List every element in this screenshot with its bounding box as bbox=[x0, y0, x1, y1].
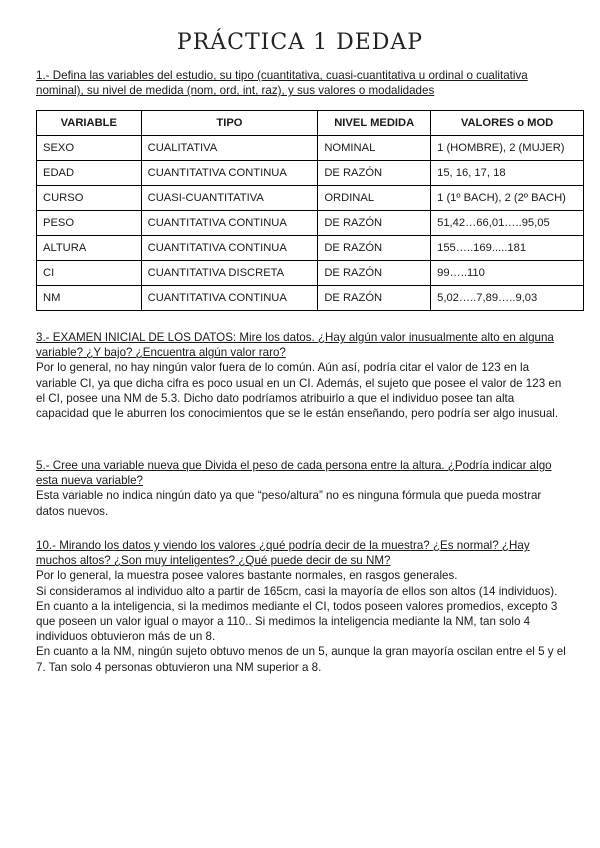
table-row bbox=[37, 261, 584, 286]
table-cell: CUANTITATIVA DISCRETA bbox=[141, 261, 318, 286]
header-valores: VALORES o MOD bbox=[431, 111, 584, 136]
table-row bbox=[37, 286, 584, 311]
header-variable: VARIABLE bbox=[37, 111, 142, 136]
table-cell: NM bbox=[37, 286, 142, 311]
table-header-row bbox=[37, 111, 584, 136]
page-title: PRÁCTICA 1 DEDAP bbox=[176, 30, 424, 55]
table-cell: 5,02…..7,89…..9,03 bbox=[431, 286, 584, 311]
table-cell: CI bbox=[37, 261, 142, 286]
table-row bbox=[37, 161, 584, 186]
question-5-text: 5.- Cree una variable nueva que Divida el peso de cada persona entre la altura. ¿Podría indicar algo esta nueva variable? bbox=[36, 459, 552, 488]
table-cell: ALTURA bbox=[37, 236, 142, 261]
table-cell: CUANTITATIVA CONTINUA bbox=[141, 236, 318, 261]
table-cell: 99…..110 bbox=[431, 261, 584, 286]
table-cell: 15, 16, 17, 18 bbox=[431, 161, 584, 186]
table-cell: CUANTITATIVA CONTINUA bbox=[141, 286, 318, 311]
table-cell: 1 (HOMBRE), 2 (MUJER) bbox=[431, 136, 584, 161]
table-cell: PESO bbox=[37, 211, 142, 236]
header-nivel-medida: NIVEL MEDIDA bbox=[318, 111, 431, 136]
table-row bbox=[37, 136, 584, 161]
question-3 bbox=[36, 330, 568, 421]
question-1-text: 1.- Defina las variables del estudio, su tipo (cuantitativa, cuasi-cuantitativa u ordinal o cualitativa nominal), su nivel de medida (nom, ord, int, raz), y sus valores o modalidades bbox=[36, 69, 528, 98]
question-5 bbox=[36, 458, 568, 519]
answer-10-p3: En cuanto a la inteligencia, si la medimos mediante el CI, todos poseen valores promedios, excepto 3 que poseen un valor igual o mayor a 110.. Si medimos la inteligencia mediante la NM, tan solo 4 individuos obtuvieron más de un 8. bbox=[36, 599, 558, 644]
answer-3-text: Por lo general, no hay ningún valor fuera de lo común. Aún así, podría citar el valor de 123 en la variable CI, ya que dicha cifra es poco usual en un CI. Además, el sujeto que posee el valor de 123 en el CI, posee una NM de 5.3. Dicho dato podríamos atribuirlo a que el individuo posee tan alta capacidad que le aburren los conocimientos que se le están enseñando, pero podría ser algo inusual. bbox=[36, 361, 562, 421]
answer-10-p1: Por lo general, la muestra posee valores bastante normales, en rasgos generales. bbox=[36, 569, 458, 583]
table-cell: NOMINAL bbox=[318, 136, 431, 161]
table-cell: CUALITATIVA bbox=[141, 136, 318, 161]
table-cell: 51,42…66,01…..95,05 bbox=[431, 211, 584, 236]
table-cell: CUANTITATIVA CONTINUA bbox=[141, 161, 318, 186]
question-10-text: 10.- Mirando los datos y viendo los valores ¿qué podría decir de la muestra? ¿Es normal? ¿Hay muchos altos? ¿Son muy inteligentes? ¿Qué puede decir de su NM? bbox=[36, 539, 530, 568]
question-3-text: 3.- EXAMEN INICIAL DE LOS DATOS: Mire los datos. ¿Hay algún valor inusualmente alto en alguna variable? ¿Y bajo? ¿Encuentra algún valor raro? bbox=[36, 331, 554, 360]
table-cell: EDAD bbox=[37, 161, 142, 186]
table-cell: 155…..169.....181 bbox=[431, 236, 584, 261]
question-1 bbox=[36, 68, 568, 98]
table-cell: DE RAZÓN bbox=[318, 286, 431, 311]
table-cell: 1 (1º BACH), 2 (2º BACH) bbox=[431, 186, 584, 211]
table-cell: SEXO bbox=[37, 136, 142, 161]
table-cell: DE RAZÓN bbox=[318, 211, 431, 236]
answer-10-p4: En cuanto a la NM, ningún sujeto obtuvo menos de un 5, aunque la gran mayoría oscilan entre el 5 y el 7. Tan solo 4 personas obtuvieron una NM superior a 8. bbox=[36, 645, 566, 674]
table-row bbox=[37, 236, 584, 261]
table-cell: CURSO bbox=[37, 186, 142, 211]
table-cell: ORDINAL bbox=[318, 186, 431, 211]
answer-10-p2: Si consideramos al individuo alto a partir de 165cm, casi la mayoría de ellos son altos (14 individuos). bbox=[36, 584, 558, 598]
table-cell: DE RAZÓN bbox=[318, 161, 431, 186]
variables-table bbox=[36, 110, 584, 311]
table-cell: DE RAZÓN bbox=[318, 236, 431, 261]
question-10 bbox=[36, 538, 568, 675]
table-row bbox=[37, 211, 584, 236]
table-cell: DE RAZÓN bbox=[318, 261, 431, 286]
table-row bbox=[37, 186, 584, 211]
header-tipo: TIPO bbox=[141, 111, 318, 136]
answer-5-text: Esta variable no indica ningún dato ya que “peso/altura” no es ninguna fórmula que pueda mostrar datos nuevos. bbox=[36, 489, 542, 518]
table-cell: CUASI-CUANTITATIVA bbox=[141, 186, 318, 211]
table-cell: CUANTITATIVA CONTINUA bbox=[141, 211, 318, 236]
